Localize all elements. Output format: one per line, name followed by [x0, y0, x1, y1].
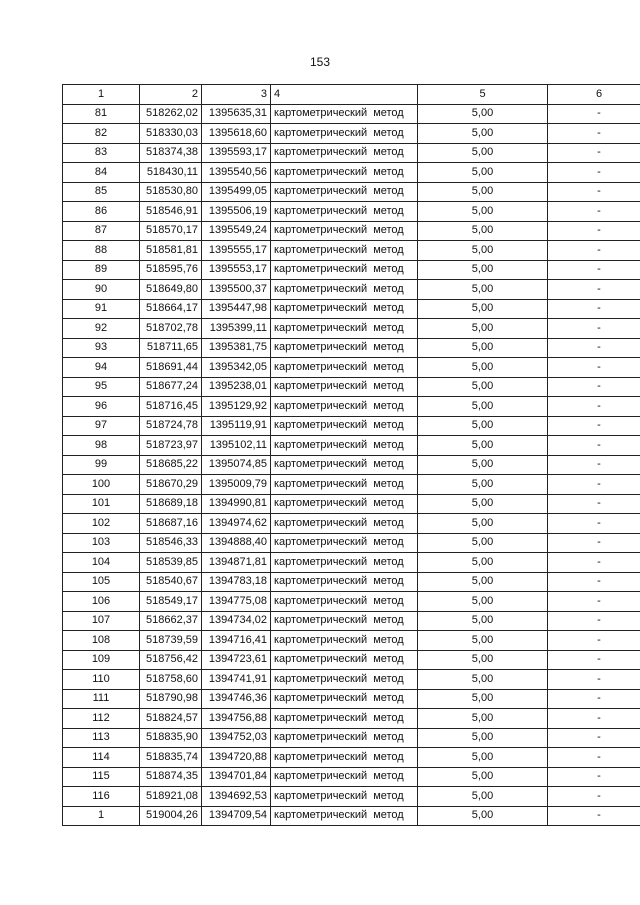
cell-method: картометрический метод: [271, 494, 418, 514]
cell-x: 518546,91: [140, 202, 202, 222]
cell-point: 87: [63, 221, 140, 241]
header-row: [63, 85, 640, 105]
table-row: [63, 260, 640, 280]
cell-x: 518758,60: [140, 670, 202, 690]
cell-note: -: [548, 241, 640, 261]
cell-point: 113: [63, 728, 140, 748]
cell-method: картометрический метод: [271, 650, 418, 670]
cell-y: 1394716,41: [202, 631, 271, 651]
cell-x: 518685,22: [140, 455, 202, 475]
table-row: [63, 163, 640, 183]
table-row: [63, 494, 640, 514]
cell-note: -: [548, 553, 640, 573]
cell-x: 518711,65: [140, 338, 202, 358]
cell-method: картометрический метод: [271, 514, 418, 534]
cell-x: 518664,17: [140, 299, 202, 319]
cell-y: 1395593,17: [202, 143, 271, 163]
cell-point: 89: [63, 260, 140, 280]
cell-accuracy: 5,00: [418, 299, 548, 319]
cell-x: 519004,26: [140, 806, 202, 826]
table-body: [63, 104, 640, 826]
cell-accuracy: 5,00: [418, 533, 548, 553]
cell-point: 105: [63, 572, 140, 592]
cell-accuracy: 5,00: [418, 631, 548, 651]
table-row: [63, 709, 640, 729]
header-cell-method: 4: [271, 85, 418, 105]
cell-accuracy: 5,00: [418, 319, 548, 339]
cell-point: 91: [63, 299, 140, 319]
table-row: [63, 787, 640, 807]
cell-y: 1394734,02: [202, 611, 271, 631]
cell-method: картометрический метод: [271, 806, 418, 826]
cell-x: 518756,42: [140, 650, 202, 670]
cell-note: -: [548, 767, 640, 787]
table-row: [63, 241, 640, 261]
cell-method: картометрический метод: [271, 455, 418, 475]
table-row: [63, 436, 640, 456]
table-row: [63, 358, 640, 378]
cell-x: 518595,76: [140, 260, 202, 280]
cell-x: 518687,16: [140, 514, 202, 534]
table-row: [63, 319, 640, 339]
cell-accuracy: 5,00: [418, 143, 548, 163]
cell-note: -: [548, 455, 640, 475]
table-row: [63, 221, 640, 241]
cell-method: картометрический метод: [271, 592, 418, 612]
cell-y: 1395129,92: [202, 397, 271, 417]
page-number: 153: [309, 55, 331, 69]
cell-x: 518691,44: [140, 358, 202, 378]
table-row: [63, 767, 640, 787]
cell-note: -: [548, 709, 640, 729]
cell-accuracy: 5,00: [418, 767, 548, 787]
cell-note: -: [548, 806, 640, 826]
cell-note: -: [548, 689, 640, 709]
cell-y: 1394888,40: [202, 533, 271, 553]
cell-x: 518649,80: [140, 280, 202, 300]
cell-x: 518739,59: [140, 631, 202, 651]
cell-method: картометрический метод: [271, 728, 418, 748]
cell-note: -: [548, 338, 640, 358]
cell-note: -: [548, 572, 640, 592]
cell-point: 102: [63, 514, 140, 534]
cell-accuracy: 5,00: [418, 280, 548, 300]
table-row: [63, 514, 640, 534]
cell-x: 518581,81: [140, 241, 202, 261]
cell-y: 1395119,91: [202, 416, 271, 436]
cell-note: -: [548, 358, 640, 378]
cell-method: картометрический метод: [271, 397, 418, 417]
cell-method: картометрический метод: [271, 260, 418, 280]
cell-method: картометрический метод: [271, 533, 418, 553]
cell-x: 518530,80: [140, 182, 202, 202]
cell-y: 1394775,08: [202, 592, 271, 612]
table-row: [63, 397, 640, 417]
cell-y: 1395553,17: [202, 260, 271, 280]
header-cell-y: 3: [202, 85, 271, 105]
cell-y: 1394974,62: [202, 514, 271, 534]
table-row: [63, 592, 640, 612]
cell-accuracy: 5,00: [418, 182, 548, 202]
cell-method: картометрический метод: [271, 631, 418, 651]
cell-accuracy: 5,00: [418, 748, 548, 768]
cell-accuracy: 5,00: [418, 455, 548, 475]
table-row: [63, 104, 640, 124]
cell-method: картометрический метод: [271, 611, 418, 631]
cell-note: -: [548, 397, 640, 417]
cell-point: 94: [63, 358, 140, 378]
cell-method: картометрический метод: [271, 572, 418, 592]
table-row: [63, 377, 640, 397]
cell-x: 518724,78: [140, 416, 202, 436]
cell-y: 1394720,88: [202, 748, 271, 768]
table-row: [63, 533, 640, 553]
cell-method: картометрический метод: [271, 416, 418, 436]
cell-accuracy: 5,00: [418, 553, 548, 573]
cell-y: 1395009,79: [202, 475, 271, 495]
cell-y: 1395635,31: [202, 104, 271, 124]
table-row: [63, 455, 640, 475]
cell-y: 1394990,81: [202, 494, 271, 514]
cell-point: 111: [63, 689, 140, 709]
cell-y: 1395399,11: [202, 319, 271, 339]
table-row: [63, 553, 640, 573]
cell-method: картометрический метод: [271, 767, 418, 787]
cell-point: 93: [63, 338, 140, 358]
cell-x: 518835,74: [140, 748, 202, 768]
cell-point: 92: [63, 319, 140, 339]
cell-accuracy: 5,00: [418, 397, 548, 417]
cell-y: 1395238,01: [202, 377, 271, 397]
cell-point: 90: [63, 280, 140, 300]
cell-point: 84: [63, 163, 140, 183]
cell-y: 1395342,05: [202, 358, 271, 378]
cell-point: 112: [63, 709, 140, 729]
table-row: [63, 182, 640, 202]
cell-y: 1395074,85: [202, 455, 271, 475]
cell-y: 1394709,54: [202, 806, 271, 826]
cell-accuracy: 5,00: [418, 241, 548, 261]
cell-note: -: [548, 728, 640, 748]
cell-method: картометрический метод: [271, 436, 418, 456]
cell-accuracy: 5,00: [418, 592, 548, 612]
cell-note: -: [548, 650, 640, 670]
cell-y: 1395102,11: [202, 436, 271, 456]
cell-y: 1395500,37: [202, 280, 271, 300]
cell-y: 1394752,03: [202, 728, 271, 748]
cell-method: картометрический метод: [271, 143, 418, 163]
cell-x: 518670,29: [140, 475, 202, 495]
cell-note: -: [548, 436, 640, 456]
cell-x: 518430,11: [140, 163, 202, 183]
cell-method: картометрический метод: [271, 689, 418, 709]
cell-point: 81: [63, 104, 140, 124]
cell-method: картометрический метод: [271, 553, 418, 573]
cell-note: -: [548, 299, 640, 319]
cell-x: 518662,37: [140, 611, 202, 631]
cell-note: -: [548, 280, 640, 300]
cell-x: 518262,02: [140, 104, 202, 124]
cell-point: 115: [63, 767, 140, 787]
cell-y: 1395381,75: [202, 338, 271, 358]
cell-method: картометрический метод: [271, 787, 418, 807]
header-cell-note: 6: [548, 85, 640, 105]
cell-point: 114: [63, 748, 140, 768]
cell-point: 103: [63, 533, 140, 553]
cell-x: 518824,57: [140, 709, 202, 729]
cell-accuracy: 5,00: [418, 416, 548, 436]
cell-x: 518677,24: [140, 377, 202, 397]
cell-point: 82: [63, 124, 140, 144]
cell-x: 518374,38: [140, 143, 202, 163]
header-cell-accuracy: 5: [418, 85, 548, 105]
cell-y: 1395540,56: [202, 163, 271, 183]
cell-note: -: [548, 494, 640, 514]
cell-x: 518790,98: [140, 689, 202, 709]
table-row: [63, 728, 640, 748]
cell-accuracy: 5,00: [418, 670, 548, 690]
cell-x: 518835,90: [140, 728, 202, 748]
cell-accuracy: 5,00: [418, 221, 548, 241]
cell-x: 518723,97: [140, 436, 202, 456]
cell-accuracy: 5,00: [418, 689, 548, 709]
cell-method: картометрический метод: [271, 748, 418, 768]
cell-method: картометрический метод: [271, 241, 418, 261]
cell-method: картометрический метод: [271, 221, 418, 241]
cell-x: 518540,67: [140, 572, 202, 592]
cell-point: 107: [63, 611, 140, 631]
cell-accuracy: 5,00: [418, 338, 548, 358]
cell-point: 108: [63, 631, 140, 651]
cell-point: 99: [63, 455, 140, 475]
cell-point: 86: [63, 202, 140, 222]
header-cell-x: 2: [140, 85, 202, 105]
table-row: [63, 416, 640, 436]
cell-point: 96: [63, 397, 140, 417]
table-row: [63, 806, 640, 826]
cell-y: 1394756,88: [202, 709, 271, 729]
cell-y: 1394701,84: [202, 767, 271, 787]
cell-y: 1395618,60: [202, 124, 271, 144]
cell-method: картометрический метод: [271, 377, 418, 397]
cell-method: картометрический метод: [271, 299, 418, 319]
table-row: [63, 748, 640, 768]
header-cell-point: 1: [63, 85, 140, 105]
cell-accuracy: 5,00: [418, 611, 548, 631]
cell-point: 83: [63, 143, 140, 163]
cell-x: 518716,45: [140, 397, 202, 417]
cell-accuracy: 5,00: [418, 202, 548, 222]
cell-method: картометрический метод: [271, 163, 418, 183]
cell-method: картометрический метод: [271, 280, 418, 300]
cell-point: 85: [63, 182, 140, 202]
table-row: [63, 650, 640, 670]
cell-method: картометрический метод: [271, 104, 418, 124]
cell-point: 1: [63, 806, 140, 826]
cell-x: 518689,18: [140, 494, 202, 514]
cell-method: картометрический метод: [271, 319, 418, 339]
cell-accuracy: 5,00: [418, 358, 548, 378]
cell-note: -: [548, 787, 640, 807]
cell-point: 100: [63, 475, 140, 495]
cell-note: -: [548, 416, 640, 436]
cell-method: картометрический метод: [271, 124, 418, 144]
table-row: [63, 299, 640, 319]
cell-point: 98: [63, 436, 140, 456]
coordinates-table: [62, 84, 640, 826]
cell-method: картометрический метод: [271, 338, 418, 358]
cell-method: картометрический метод: [271, 709, 418, 729]
cell-note: -: [548, 104, 640, 124]
cell-x: 518539,85: [140, 553, 202, 573]
cell-accuracy: 5,00: [418, 475, 548, 495]
cell-note: -: [548, 670, 640, 690]
cell-point: 95: [63, 377, 140, 397]
cell-accuracy: 5,00: [418, 436, 548, 456]
cell-accuracy: 5,00: [418, 104, 548, 124]
cell-note: -: [548, 124, 640, 144]
table-row: [63, 611, 640, 631]
cell-accuracy: 5,00: [418, 124, 548, 144]
cell-point: 101: [63, 494, 140, 514]
cell-y: 1394746,36: [202, 689, 271, 709]
table-row: [63, 475, 640, 495]
cell-y: 1395506,19: [202, 202, 271, 222]
cell-note: -: [548, 202, 640, 222]
cell-accuracy: 5,00: [418, 806, 548, 826]
table-header: [63, 85, 640, 105]
cell-y: 1395549,24: [202, 221, 271, 241]
table-row: [63, 670, 640, 690]
cell-note: -: [548, 611, 640, 631]
cell-x: 518330,03: [140, 124, 202, 144]
cell-note: -: [548, 748, 640, 768]
table-row: [63, 689, 640, 709]
cell-y: 1394783,18: [202, 572, 271, 592]
cell-x: 518702,78: [140, 319, 202, 339]
cell-method: картометрический метод: [271, 182, 418, 202]
cell-accuracy: 5,00: [418, 572, 548, 592]
cell-note: -: [548, 182, 640, 202]
cell-x: 518570,17: [140, 221, 202, 241]
cell-method: картометрический метод: [271, 358, 418, 378]
cell-method: картометрический метод: [271, 202, 418, 222]
cell-accuracy: 5,00: [418, 377, 548, 397]
cell-y: 1394692,53: [202, 787, 271, 807]
cell-y: 1395447,98: [202, 299, 271, 319]
table-row: [63, 143, 640, 163]
table-row: [63, 572, 640, 592]
cell-note: -: [548, 475, 640, 495]
cell-note: -: [548, 533, 640, 553]
cell-point: 109: [63, 650, 140, 670]
table-row: [63, 202, 640, 222]
cell-note: -: [548, 163, 640, 183]
cell-accuracy: 5,00: [418, 709, 548, 729]
cell-accuracy: 5,00: [418, 787, 548, 807]
cell-accuracy: 5,00: [418, 728, 548, 748]
cell-point: 104: [63, 553, 140, 573]
cell-note: -: [548, 260, 640, 280]
cell-point: 110: [63, 670, 140, 690]
cell-x: 518874,35: [140, 767, 202, 787]
cell-method: картометрический метод: [271, 475, 418, 495]
cell-point: 97: [63, 416, 140, 436]
cell-note: -: [548, 143, 640, 163]
cell-x: 518546,33: [140, 533, 202, 553]
cell-y: 1394871,81: [202, 553, 271, 573]
table-row: [63, 338, 640, 358]
table-row: [63, 124, 640, 144]
cell-note: -: [548, 377, 640, 397]
cell-y: 1395499,05: [202, 182, 271, 202]
table-row: [63, 631, 640, 651]
cell-accuracy: 5,00: [418, 494, 548, 514]
table-row: [63, 280, 640, 300]
cell-y: 1394723,61: [202, 650, 271, 670]
cell-note: -: [548, 592, 640, 612]
cell-point: 116: [63, 787, 140, 807]
cell-point: 88: [63, 241, 140, 261]
cell-point: 106: [63, 592, 140, 612]
cell-note: -: [548, 221, 640, 241]
cell-accuracy: 5,00: [418, 260, 548, 280]
cell-accuracy: 5,00: [418, 163, 548, 183]
cell-y: 1395555,17: [202, 241, 271, 261]
cell-y: 1394741,91: [202, 670, 271, 690]
cell-note: -: [548, 631, 640, 651]
cell-x: 518921,08: [140, 787, 202, 807]
cell-accuracy: 5,00: [418, 650, 548, 670]
cell-note: -: [548, 514, 640, 534]
cell-method: картометрический метод: [271, 670, 418, 690]
cell-x: 518549,17: [140, 592, 202, 612]
cell-accuracy: 5,00: [418, 514, 548, 534]
cell-note: -: [548, 319, 640, 339]
